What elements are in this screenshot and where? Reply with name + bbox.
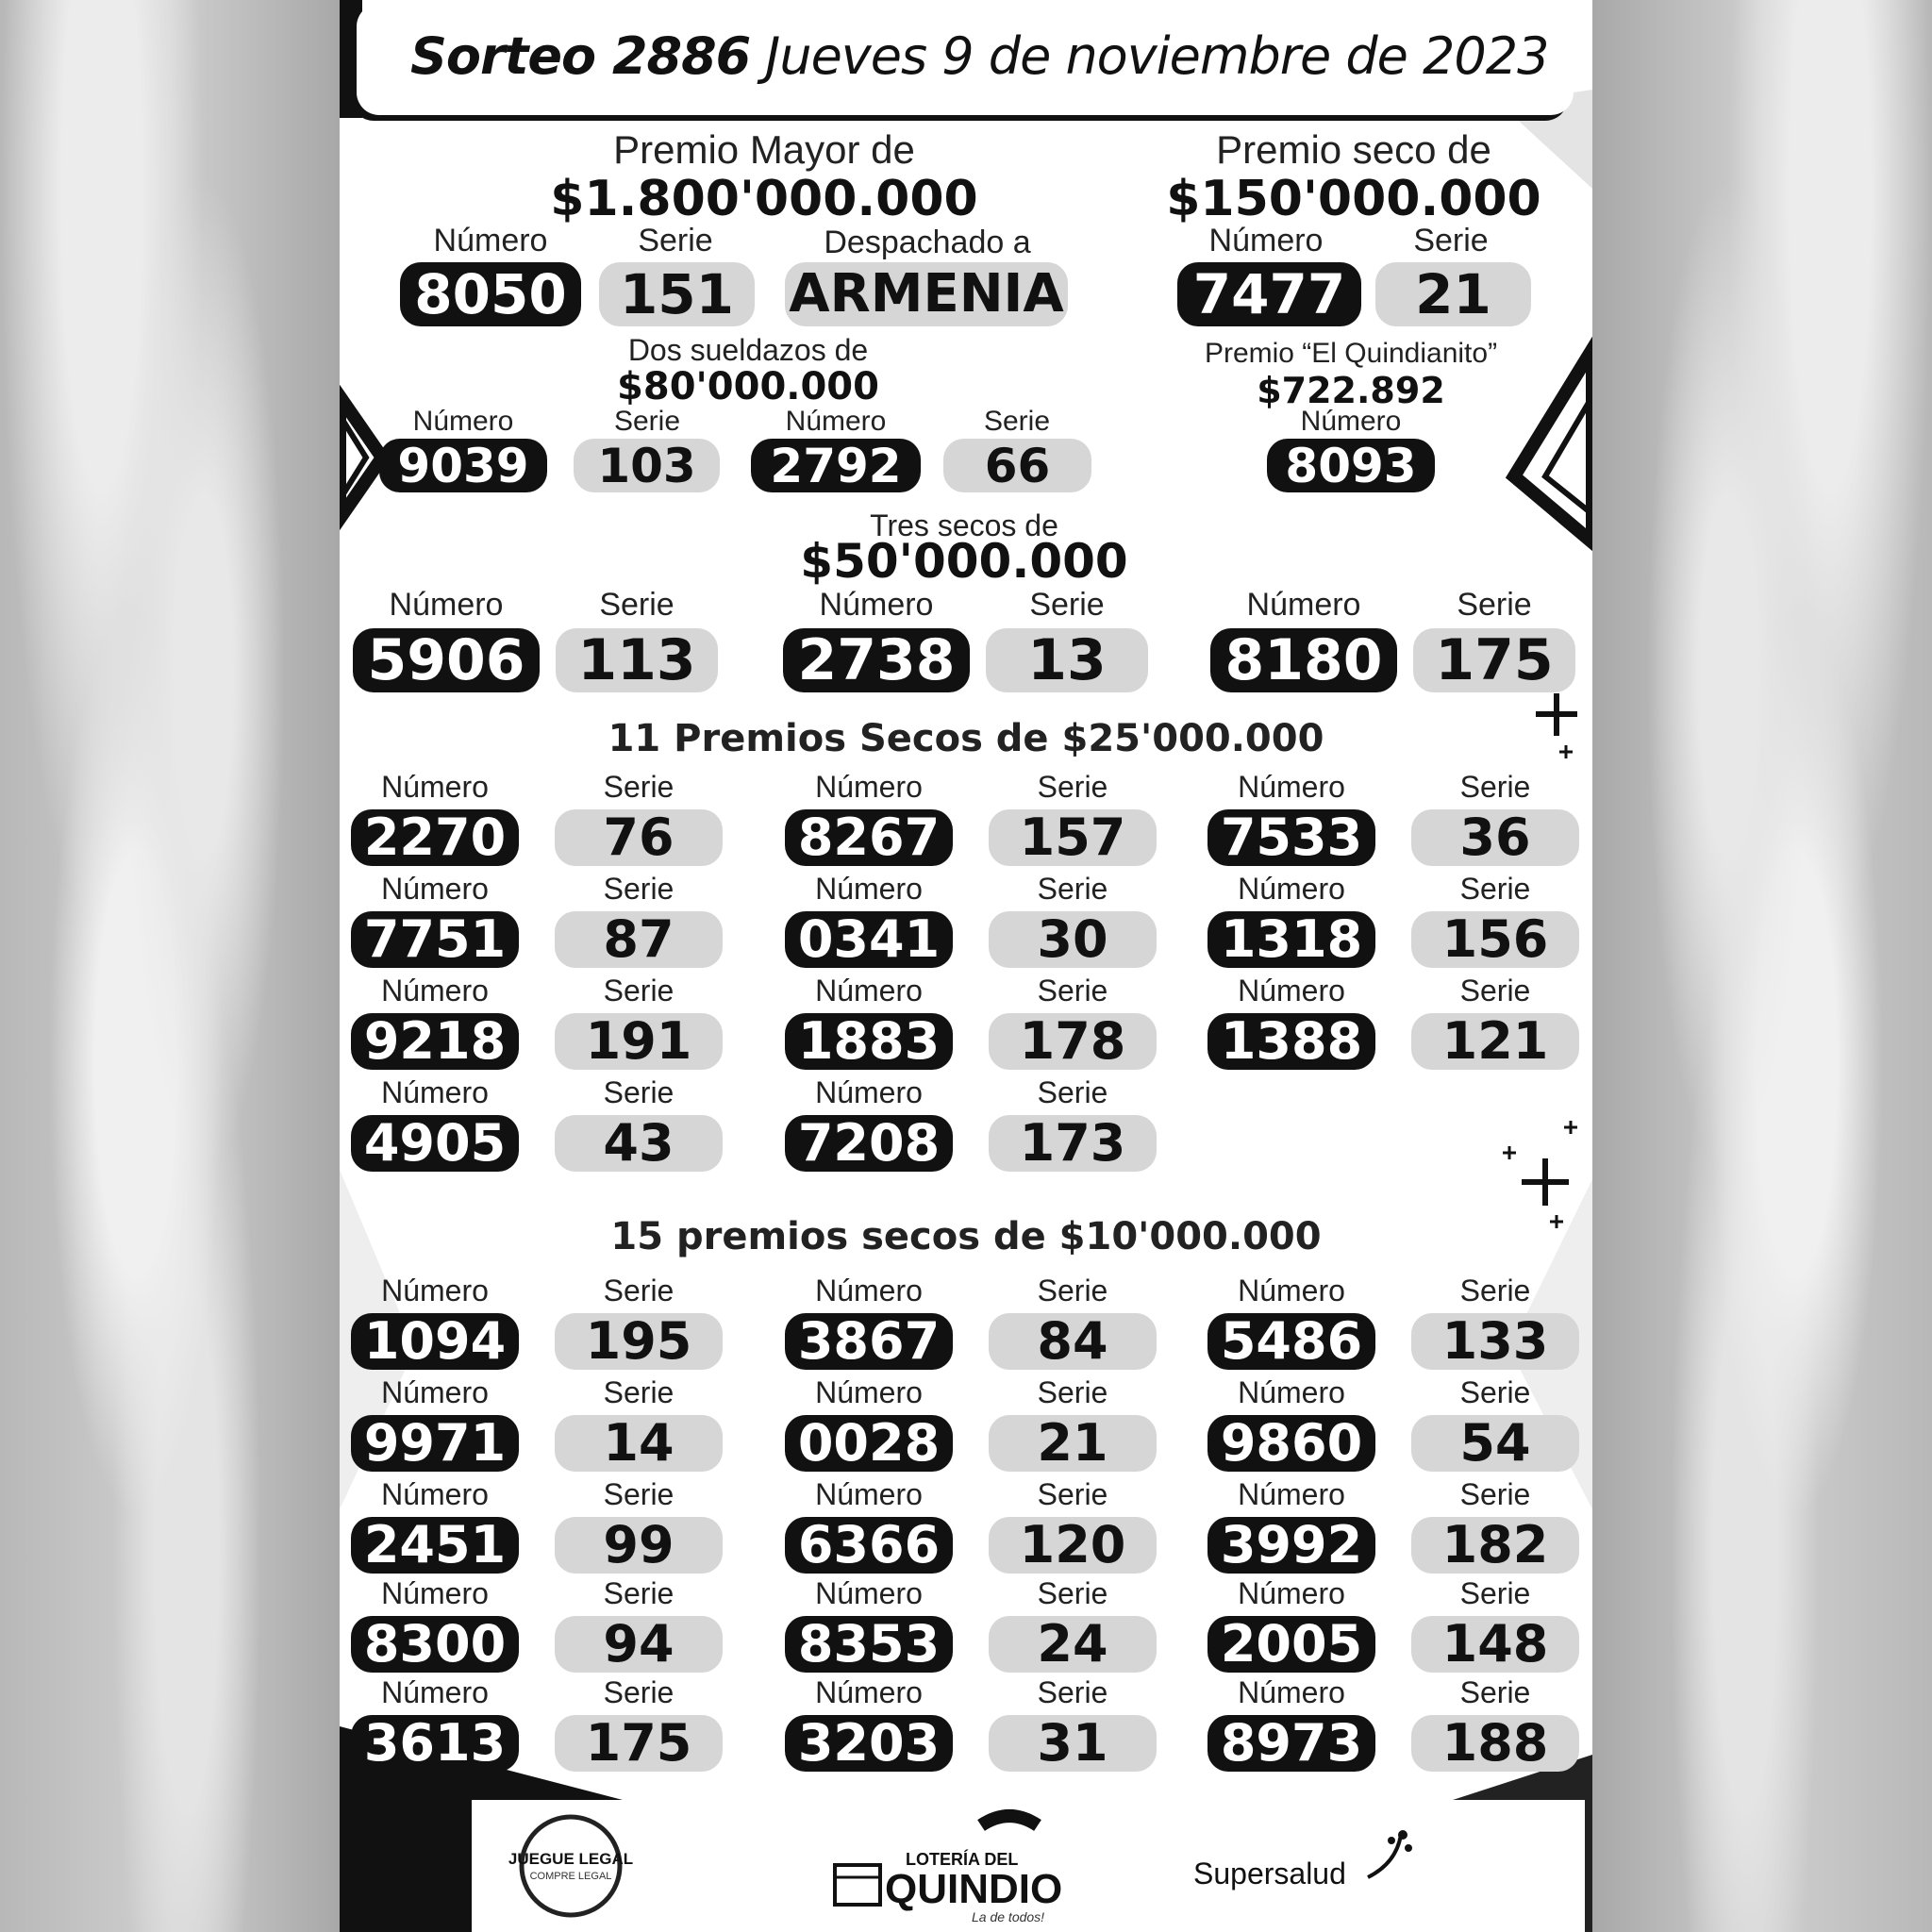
tres-secos-amount: $50'000.000 [800,534,1128,589]
seco10-item-numero-label: Número [815,1274,923,1307]
quindianito-numero: 8093 [1267,439,1435,492]
seco10-item-numero: 8973 [1208,1715,1375,1772]
slogan-text: La de todos! [972,1909,1045,1924]
seco10-item-numero: 2005 [1208,1616,1375,1673]
seco25-item-serie-label: Serie [603,1075,675,1109]
draw-date: Jueves 9 de noviembre de 2023 [765,26,1549,86]
seco25-item-numero: 8267 [785,809,953,866]
seco25-item-numero: 2270 [351,809,519,866]
blurred-background-left [0,0,340,1932]
seco10-item-serie-label: Serie [603,1477,675,1511]
tres-secos-item-numero: 8180 [1210,628,1397,692]
seco10-item-serie: 182 [1411,1517,1579,1574]
seco25-item-serie: 36 [1411,809,1579,866]
seco10-item-numero-label: Número [381,1375,489,1409]
seco10-item-numero-label: Número [1238,1477,1345,1511]
seco10-item-serie: 84 [989,1313,1157,1370]
seco10-item-serie-label: Serie [1037,1375,1108,1409]
seco10-item-serie: 133 [1411,1313,1579,1370]
tres-secos-item-serie: 113 [556,628,718,692]
seco25-item-serie-label: Serie [603,974,675,1008]
seco10-item-serie: 14 [555,1415,723,1472]
seco10-item-serie-label: Serie [1459,1375,1531,1409]
seco10-item-numero-label: Número [1238,1675,1345,1709]
seco10-item-serie-label: Serie [603,1675,675,1709]
seco25-item-serie: 178 [989,1013,1157,1070]
quindianito-amount: $722.892 [1257,370,1445,411]
seco10-item-numero-label: Número [1238,1274,1345,1307]
seco10-item-serie: 99 [555,1517,723,1574]
seco10-item-serie: 21 [989,1415,1157,1472]
premio-seco-numero: 7477 [1177,262,1361,326]
premio-mayor-numero: 8050 [400,262,581,326]
seco25-item-numero-label: Número [381,770,489,804]
tres-secos-item-serie: 13 [986,628,1148,692]
premio-mayor-serie: 151 [599,262,755,326]
premio-mayor-amount: $1.800'000.000 [550,171,978,227]
blurred-background-right [1592,0,1932,1932]
despachado-ciudad: ARMENIA [785,262,1068,326]
seco10-item-numero: 3613 [351,1715,519,1772]
seco25-item-serie: 157 [989,809,1157,866]
sorteo-label: Sorteo 2886 [410,26,751,86]
premio-seco-serie-label: Serie [1413,223,1489,258]
seco25-item-numero: 7751 [351,911,519,968]
seco25-item-serie-label: Serie [1459,974,1531,1008]
seco25-item-serie-label: Serie [1037,770,1108,804]
premio-seco-title: Premio seco de [1216,127,1491,172]
seco10-item-serie: 188 [1411,1715,1579,1772]
seco25-item-numero-label: Número [815,974,923,1008]
sueldazo-1-serie: 103 [574,439,720,492]
tres-secos-item-numero: 2738 [783,628,970,692]
quindio-text: QUINDIO [885,1866,1063,1912]
seco10-item-numero: 3867 [785,1313,953,1370]
quindianito-title: Premio “El Quindianito” [1204,338,1498,369]
seco10-item-numero-label: Número [815,1675,923,1709]
ticket-icon [835,1865,880,1905]
seco10-item-numero: 6366 [785,1517,953,1574]
seco25-item-numero-label: Número [815,1075,923,1109]
seco25-item-numero-label: Número [815,770,923,804]
seco25-item-numero: 7533 [1208,809,1375,866]
sueldazo-2-serie-label: Serie [983,406,1051,437]
seco10-item-serie-label: Serie [1459,1477,1531,1511]
seco25-item-serie: 191 [555,1013,723,1070]
supersalud-text: Supersalud [1193,1857,1346,1890]
supersalud-logo [1193,1825,1439,1901]
seco10-item-serie-label: Serie [1037,1274,1108,1307]
sueldazos-title: Dos sueldazos de [627,333,869,367]
seco10-item-serie-label: Serie [1037,1477,1108,1511]
seco25-item-serie: 173 [989,1115,1157,1172]
sparkle-icon [340,0,1592,1932]
loteria-del-quindio-logo [830,1807,1113,1924]
premio-mayor-numero-label: Número [433,223,548,258]
seco10-item-serie-label: Serie [1459,1274,1531,1307]
seco10-item-numero: 3203 [785,1715,953,1772]
tres-secos-item-numero-label: Número [389,587,504,623]
seco25-item-numero: 1883 [785,1013,953,1070]
sueldazo-2-numero-label: Número [785,406,887,437]
sueldazo-2-serie: 66 [943,439,1091,492]
sueldazo-1-numero-label: Número [412,406,514,437]
tres-secos-item-numero-label: Número [1246,587,1361,623]
seco10-item-serie: 120 [989,1517,1157,1574]
seco25-item-serie: 30 [989,911,1157,968]
seco10-item-serie-label: Serie [1037,1576,1108,1610]
tres-secos-item-numero: 5906 [353,628,540,692]
seco25-item-numero-label: Número [1238,872,1345,906]
seco10-item-numero-label: Número [381,1675,489,1709]
seco25-item-numero: 9218 [351,1013,519,1070]
seco25-item-serie-label: Serie [603,770,675,804]
seco25-item-numero: 4905 [351,1115,519,1172]
seco25-item-numero: 7208 [785,1115,953,1172]
seco25-item-serie-label: Serie [1037,974,1108,1008]
seco10-item-numero: 2451 [351,1517,519,1574]
seco10-item-numero-label: Número [815,1576,923,1610]
seco10-item-numero: 1094 [351,1313,519,1370]
seco25-item-numero-label: Número [815,872,923,906]
juegue-legal-logo [505,1809,637,1923]
premio-seco-amount: $150'000.000 [1166,171,1541,227]
seco25-item-serie: 43 [555,1115,723,1172]
tres-secos-item-serie: 175 [1413,628,1575,692]
seco10-item-numero: 8353 [785,1616,953,1673]
seco10-item-numero: 0028 [785,1415,953,1472]
seco25-item-serie-label: Serie [1037,1075,1108,1109]
quindianito-numero-label: Número [1300,406,1402,437]
seco10-item-serie: 54 [1411,1415,1579,1472]
seco10-item-numero-label: Número [1238,1375,1345,1409]
seco10-item-serie-label: Serie [603,1576,675,1610]
seco10-item-serie: 24 [989,1616,1157,1673]
tres-secos-item-serie-label: Serie [1457,587,1532,623]
seco25-item-serie: 121 [1411,1013,1579,1070]
seco10-item-serie: 195 [555,1313,723,1370]
secos-25-title: 11 Premios Secos de $25'000.000 [608,717,1324,760]
seco10-item-numero-label: Número [381,1477,489,1511]
seco25-item-numero: 1318 [1208,911,1375,968]
seco10-item-serie: 148 [1411,1616,1579,1673]
seco10-item-serie-label: Serie [1459,1576,1531,1610]
tricolor-arc-icon [981,1816,1038,1825]
seco10-item-serie: 175 [555,1715,723,1772]
seco10-item-serie-label: Serie [603,1274,675,1307]
seco25-item-numero: 1388 [1208,1013,1375,1070]
seco25-item-numero: 0341 [785,911,953,968]
sueldazo-1-numero: 9039 [379,439,547,492]
seco25-item-serie: 156 [1411,911,1579,968]
seco10-item-numero-label: Número [381,1576,489,1610]
premio-seco-numero-label: Número [1208,223,1324,258]
seco25-item-numero-label: Número [1238,770,1345,804]
tres-secos-item-numero-label: Número [819,587,934,623]
tres-secos-item-serie-label: Serie [1029,587,1105,623]
seco10-item-numero: 8300 [351,1616,519,1673]
tres-secos-item-serie-label: Serie [599,587,675,623]
premio-mayor-title: Premio Mayor de [613,127,915,172]
seco10-item-numero-label: Número [381,1274,489,1307]
seco10-item-numero: 9971 [351,1415,519,1472]
lottery-results-card [340,0,1592,1932]
seco10-item-serie: 31 [989,1715,1157,1772]
seco25-item-serie: 76 [555,809,723,866]
tres-secos-title: Tres secos de [870,508,1058,542]
seco25-item-numero-label: Número [381,872,489,906]
seco25-item-serie: 87 [555,911,723,968]
seco25-item-numero-label: Número [381,1075,489,1109]
seco10-item-numero: 9860 [1208,1415,1375,1472]
seco25-item-numero-label: Número [381,974,489,1008]
seco25-item-serie-label: Serie [1459,872,1531,906]
seco10-item-serie: 94 [555,1616,723,1673]
seco10-item-numero-label: Número [815,1477,923,1511]
seco10-item-numero: 5486 [1208,1313,1375,1370]
despachado-label: Despachado a [824,225,1031,260]
loteria-del-text: LOTERÍA DEL [906,1850,1019,1869]
seco10-item-numero: 3992 [1208,1517,1375,1574]
seco10-item-serie-label: Serie [1459,1675,1531,1709]
seco10-item-numero-label: Número [815,1375,923,1409]
seco25-item-serie-label: Serie [1459,770,1531,804]
sueldazos-amount: $80'000.000 [617,365,879,408]
seco25-item-serie-label: Serie [603,872,675,906]
secos-10-title: 15 premios secos de $10'000.000 [610,1215,1322,1258]
juegue-legal-text: JUEGUE LEGAL [508,1850,634,1868]
seco10-item-numero-label: Número [1238,1576,1345,1610]
sueldazo-1-serie-label: Serie [613,406,681,437]
sueldazo-2-numero: 2792 [751,439,921,492]
seco25-item-serie-label: Serie [1037,872,1108,906]
premio-mayor-serie-label: Serie [638,223,713,258]
premio-seco-serie: 21 [1375,262,1531,326]
seco10-item-serie-label: Serie [603,1375,675,1409]
seco10-item-serie-label: Serie [1037,1675,1108,1709]
compre-legal-text: COMPRE LEGAL [529,1871,612,1882]
seco25-item-numero-label: Número [1238,974,1345,1008]
